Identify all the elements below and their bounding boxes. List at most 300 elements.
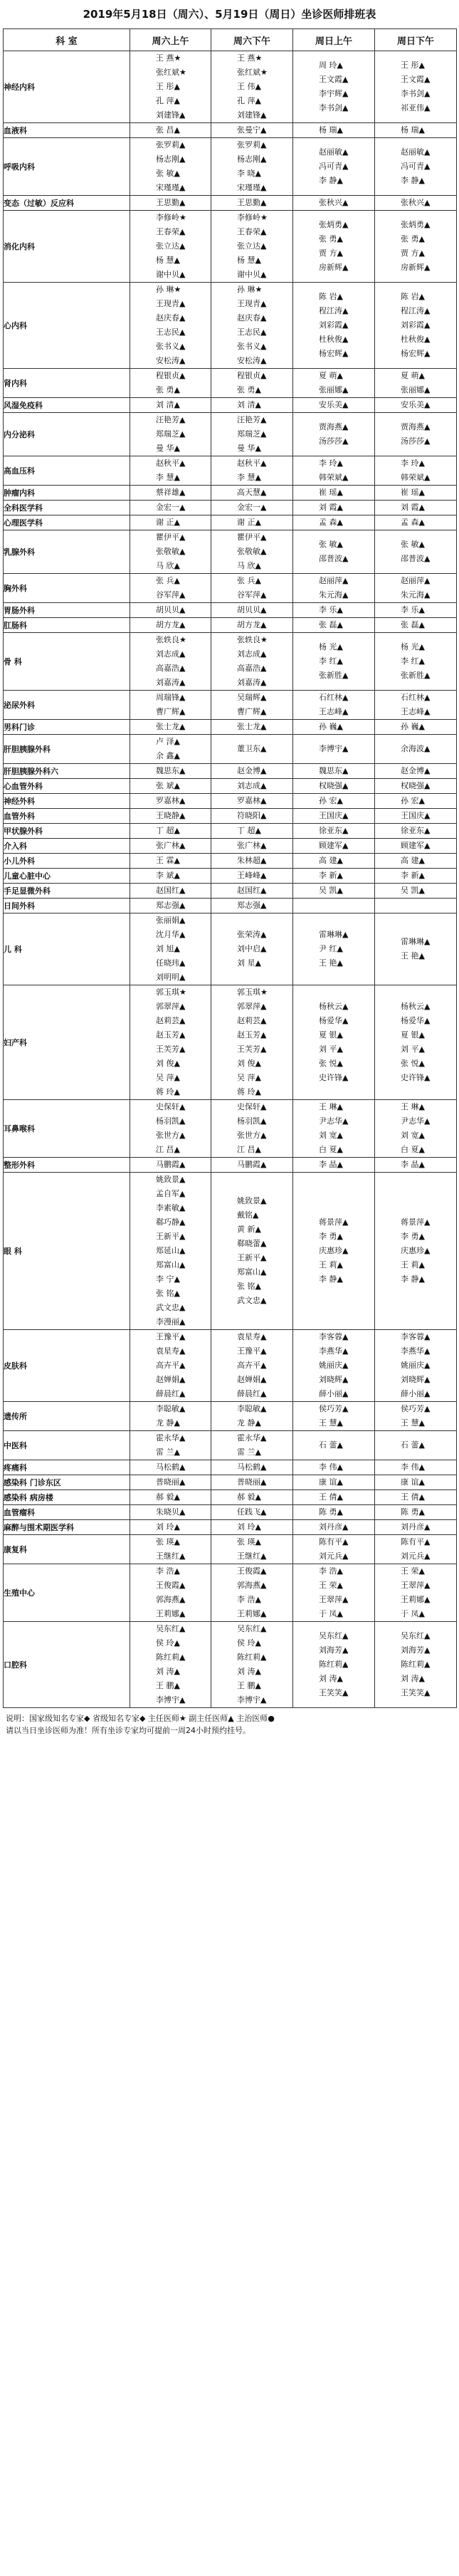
- doctor-entry: 贾 方▲: [401, 248, 425, 258]
- doctor-entry: 张罗莉▲: [156, 140, 186, 150]
- doctor-entry: 杨羽凯▲: [237, 1116, 267, 1126]
- doctor-entry: 魏思东▲: [319, 766, 349, 775]
- sat-am-slot: [130, 486, 211, 501]
- doctor-entry: 张轶良★: [156, 635, 186, 644]
- doctor-entry: 刘 涛▲: [401, 1674, 425, 1683]
- doctor-entry: 张炳勇▲: [319, 220, 349, 229]
- doctor-entry: 程银贞▲: [237, 371, 267, 380]
- doctor-entry: 杨 光▲: [319, 642, 343, 651]
- doctor-entry: 吴东红▲: [156, 1624, 186, 1633]
- doctor-entry: 杨宏辉▲: [319, 349, 349, 358]
- doctor-entry: 刘志成▲: [156, 649, 186, 659]
- sat-am-slot: [130, 1158, 211, 1173]
- doctor-entry: 赵丽萍▲: [319, 576, 349, 585]
- doctor-entry: 王新平▲: [237, 1253, 267, 1262]
- doctor-entry: 李 新▲: [319, 871, 343, 880]
- doctor-entry: 王志民▲: [237, 328, 267, 337]
- department-name: 儿童心脏中心: [4, 869, 130, 884]
- sun-pm-slot: [375, 138, 457, 196]
- doctor-entry: 李修岭★: [237, 213, 268, 222]
- doctor-entry: 刘 平▲: [319, 1044, 343, 1054]
- table-row: [4, 211, 457, 283]
- doctor-entry: 贾海燕▲: [319, 422, 349, 431]
- doctor-entry: 汤莎莎▲: [319, 436, 349, 446]
- sat-pm-slot: [211, 1490, 293, 1505]
- doctor-entry: 张 勇▲: [156, 385, 180, 394]
- doctor-entry: 江 昌▲: [237, 1145, 261, 1154]
- header-sat-am: 周六上午: [130, 29, 211, 51]
- doctor-entry: 张炳勇▲: [401, 220, 431, 229]
- doctor-entry: 刘 俊▲: [156, 1059, 180, 1068]
- doctor-entry: 赵玉芳▲: [156, 1030, 186, 1040]
- doctor-entry: 杜秋俊▲: [401, 335, 431, 344]
- doctor-entry: 刘 旭▲: [156, 944, 180, 953]
- doctor-entry: 权晓强▲: [319, 781, 349, 790]
- doctor-entry: 史许锋▲: [401, 1073, 431, 1082]
- doctor-entry: 石 蕾▲: [401, 1440, 425, 1450]
- sat-pm-slot: [211, 869, 293, 884]
- doctor-entry: 蔡祥雄▲: [156, 488, 186, 497]
- sat-am-slot: [130, 1505, 211, 1520]
- sun-pm-slot: [375, 574, 457, 603]
- doctor-entry: 吴 凯▲: [319, 886, 343, 895]
- department-name: 甲状腺外科: [4, 824, 130, 839]
- table-row: [4, 1505, 457, 1520]
- sat-pm-slot: [211, 839, 293, 854]
- sat-am-slot: [130, 196, 211, 211]
- doctor-entry: 侯 玲▲: [156, 1638, 180, 1648]
- sun-am-slot: [293, 1622, 375, 1708]
- table-row: [4, 824, 457, 839]
- doctor-entry: 尹志华▲: [401, 1116, 431, 1126]
- doctor-entry: 刘嘉涛▲: [156, 678, 186, 687]
- doctor-entry: 刘建锋▲: [156, 110, 186, 120]
- doctor-entry: 王俊霞▲: [237, 1566, 267, 1576]
- doctor-entry: 郑延山▲: [156, 1246, 186, 1255]
- department-name: 肿瘤内科: [4, 486, 130, 501]
- sun-am-slot: [293, 1490, 375, 1505]
- doctor-entry: 王 荣▲: [319, 1581, 343, 1590]
- doctor-entry: 谷军萍▲: [156, 590, 186, 600]
- doctor-entry: 谢 正▲: [237, 518, 261, 527]
- department-name: 血管瘤科: [4, 1505, 130, 1520]
- sat-pm-slot: [211, 501, 293, 515]
- doctor-entry: 高卉平▲: [156, 1361, 186, 1370]
- department-name: 儿 科: [4, 913, 130, 985]
- doctor-entry: 王莉娜▲: [401, 1595, 431, 1604]
- table-row: [4, 413, 457, 456]
- doctor-entry: 王 燕★: [156, 53, 181, 63]
- sun-pm-slot: [375, 196, 457, 211]
- doctor-entry: 罗嘉林▲: [156, 796, 186, 805]
- sat-pm-slot: [211, 123, 293, 138]
- doctor-entry: 瞿伊平▲: [237, 533, 267, 542]
- doctor-entry: 王现青▲: [156, 299, 186, 308]
- department-name: 心血管外科: [4, 779, 130, 794]
- doctor-entry: 王志峰▲: [319, 707, 349, 716]
- doctor-entry: 李客蓉▲: [401, 1332, 431, 1341]
- department-name: 泌尿外科: [4, 691, 130, 720]
- sat-pm-slot: [211, 1330, 293, 1402]
- doctor-entry: 刘 霞▲: [319, 503, 343, 512]
- sun-pm-slot: [375, 633, 457, 691]
- doctor-entry: 张秋兴▲: [401, 198, 431, 207]
- doctor-entry: 郝 毅▲: [237, 1492, 261, 1502]
- department-name: 呼吸内科: [4, 138, 130, 196]
- doctor-entry: 夏 银▲: [319, 1030, 343, 1040]
- doctor-entry: 王 燕★: [237, 53, 263, 63]
- doctor-entry: 杨 光▲: [401, 642, 425, 651]
- doctor-entry: 张 敏▲: [319, 540, 343, 549]
- doctor-entry: 王芙芳▲: [237, 1044, 267, 1054]
- sat-pm-slot: [211, 764, 293, 779]
- table-row: [4, 854, 457, 869]
- doctor-entry: 张 瑛▲: [156, 1537, 180, 1546]
- department-name: 心理医学科: [4, 515, 130, 530]
- doctor-entry: 张丽娟▲: [156, 916, 186, 925]
- doctor-entry: 蒋景萍▲: [319, 1218, 349, 1227]
- sun-am-slot: [293, 456, 375, 486]
- doctor-entry: 魏思东▲: [156, 766, 186, 775]
- sun-pm-slot: [375, 486, 457, 501]
- sun-am-slot: [293, 211, 375, 283]
- sun-am-slot: [293, 899, 375, 913]
- doctor-entry: 杜秋俊▲: [319, 335, 349, 344]
- doctor-entry: 李 静▲: [401, 176, 425, 185]
- sun-pm-slot: [375, 839, 457, 854]
- doctor-entry: 杨志刚▲: [156, 155, 186, 164]
- doctor-entry: 朱晓贝▲: [156, 1507, 186, 1517]
- table-row: [4, 398, 457, 413]
- sun-pm-slot: [375, 1520, 457, 1535]
- doctor-entry: 陈红莉▲: [156, 1653, 186, 1662]
- doctor-entry: 普晓丽▲: [156, 1477, 186, 1487]
- doctor-entry: 马鹏霞▲: [237, 1160, 267, 1169]
- doctor-entry: 胡方龙▲: [156, 620, 186, 629]
- table-row: [4, 691, 457, 720]
- header-sun-pm: 周日下午: [375, 29, 457, 51]
- doctor-entry: 李 伟▲: [401, 1462, 425, 1472]
- doctor-entry: 李 玲▲: [401, 459, 425, 468]
- doctor-entry: 孙 宏▲: [401, 796, 425, 805]
- doctor-entry: 薛小丽▲: [319, 1389, 349, 1398]
- doctor-entry: 刘 平▲: [401, 1044, 425, 1054]
- doctor-entry: 符晓阳▲: [237, 811, 267, 820]
- doctor-entry: 宋瑾瑾▲: [237, 183, 267, 192]
- doctor-entry: 赵莉芸▲: [237, 1016, 267, 1025]
- sat-pm-slot: [211, 794, 293, 809]
- sat-am-slot: [130, 869, 211, 884]
- doctor-entry: 刘丹彦▲: [319, 1522, 349, 1532]
- doctor-entry: 李博宇▲: [319, 744, 349, 753]
- table-row: [4, 574, 457, 603]
- doctor-entry: 王 艳▲: [401, 951, 425, 960]
- department-name: 口腔科: [4, 1622, 130, 1708]
- table-row: [4, 1535, 457, 1564]
- doctor-entry: 李 浩▲: [319, 1566, 343, 1576]
- doctor-entry: 王 艳▲: [319, 958, 343, 968]
- sat-pm-slot: [211, 1460, 293, 1475]
- doctor-entry: 马松鹤▲: [237, 1462, 267, 1472]
- sun-am-slot: [293, 574, 375, 603]
- doctor-entry: 武文忠▲: [237, 1296, 267, 1305]
- doctor-entry: 杨爱华▲: [319, 1016, 349, 1025]
- sat-am-slot: [130, 530, 211, 574]
- sat-pm-slot: [211, 618, 293, 633]
- sat-am-slot: [130, 985, 211, 1100]
- sat-am-slot: [130, 1535, 211, 1564]
- doctor-entry: 冯可青▲: [401, 162, 431, 171]
- doctor-entry: 朱元海▲: [319, 590, 349, 600]
- doctor-entry: 沈月华▲: [156, 930, 186, 939]
- department-name: 日间外科: [4, 899, 130, 913]
- doctor-entry: 马 欣▲: [237, 561, 261, 570]
- sun-am-slot: [293, 1535, 375, 1564]
- doctor-entry: 孙 巍▲: [319, 722, 343, 731]
- sat-pm-slot: [211, 1564, 293, 1622]
- doctor-entry: 丁 超▲: [237, 826, 261, 835]
- doctor-entry: 刘 涛▲: [156, 1667, 180, 1676]
- doctor-entry: 张 敏▲: [156, 169, 180, 178]
- sun-pm-slot: [375, 456, 457, 486]
- doctor-entry: 李 慧▲: [156, 473, 180, 482]
- sat-am-slot: [130, 1520, 211, 1535]
- sat-pm-slot: [211, 413, 293, 456]
- doctor-entry: 庆惠珍▲: [319, 1246, 349, 1255]
- table-row: [4, 138, 457, 196]
- doctor-entry: 赵丽敏▲: [319, 147, 349, 157]
- doctor-entry: 白 夏▲: [401, 1145, 425, 1154]
- sun-am-slot: [293, 1520, 375, 1535]
- table-row: [4, 899, 457, 913]
- doctor-entry: 崔 瑶▲: [401, 488, 425, 497]
- doctor-entry: 王 鹏▲: [237, 1681, 261, 1690]
- doctor-entry: 王国庆▲: [319, 811, 349, 820]
- department-name: 手足显微外科: [4, 884, 130, 899]
- doctor-entry: 王 彤▲: [401, 61, 425, 70]
- header-row: [4, 29, 457, 51]
- doctor-entry: 邵普波▲: [401, 554, 431, 563]
- doctor-entry: 马 欣▲: [156, 561, 180, 570]
- doctor-entry: 余海波▲: [401, 744, 431, 753]
- doctor-entry: 吴 凯▲: [401, 886, 425, 895]
- sat-pm-slot: [211, 1505, 293, 1520]
- sun-pm-slot: [375, 398, 457, 413]
- doctor-entry: 张曼宁▲: [237, 125, 267, 135]
- doctor-entry: 王志峰▲: [401, 707, 431, 716]
- doctor-entry: 程银贞▲: [156, 371, 186, 380]
- doctor-entry: 刘志成▲: [237, 649, 267, 659]
- doctor-entry: 赵婵娟▲: [237, 1375, 267, 1384]
- doctor-entry: 王 琳▲: [319, 1102, 343, 1111]
- doctor-entry: 王思勤▲: [237, 198, 267, 207]
- department-name: 高血压科: [4, 456, 130, 486]
- doctor-entry: 王俊霞▲: [156, 1581, 186, 1590]
- sun-am-slot: [293, 1100, 375, 1158]
- sun-am-slot: [293, 809, 375, 824]
- doctor-entry: 赵国红▲: [156, 886, 186, 895]
- doctor-entry: 卢 泽▲: [156, 737, 180, 746]
- doctor-entry: 张立达▲: [237, 241, 267, 251]
- doctor-entry: 徐亚东▲: [401, 826, 431, 835]
- table-row: [4, 1490, 457, 1505]
- doctor-entry: 刘 霞▲: [401, 503, 425, 512]
- doctor-entry: 王豫平▲: [156, 1332, 186, 1341]
- doctor-entry: 张轶良★: [237, 635, 268, 644]
- doctor-entry: 刘 清▲: [237, 400, 261, 409]
- doctor-entry: 郑富山▲: [237, 1267, 267, 1277]
- doctor-entry: 孙 琳★: [156, 285, 181, 294]
- doctor-entry: 张罗莉▲: [237, 140, 267, 150]
- department-name: 胃肠外科: [4, 603, 130, 618]
- doctor-entry: 陈 勇▲: [401, 1507, 425, 1517]
- doctor-entry: 王 伟▲: [237, 82, 261, 91]
- doctor-entry: 赵秋平▲: [237, 459, 267, 468]
- sun-am-slot: [293, 1431, 375, 1460]
- doctor-entry: 薛小丽▲: [401, 1389, 431, 1398]
- sun-am-slot: [293, 794, 375, 809]
- doctor-entry: 戴铭▲: [237, 1210, 259, 1220]
- doctor-entry: 贾海燕▲: [401, 422, 431, 431]
- doctor-entry: 王豫平▲: [237, 1346, 267, 1356]
- sun-pm-slot: [375, 1490, 457, 1505]
- doctor-entry: 张红斌★: [156, 68, 186, 77]
- doctor-entry: 安乐美▲: [401, 400, 431, 409]
- sat-pm-slot: [211, 398, 293, 413]
- doctor-entry: 龙 静▲: [156, 1418, 180, 1428]
- doctor-entry: 李 斌▲: [156, 871, 180, 880]
- sat-am-slot: [130, 456, 211, 486]
- sun-pm-slot: [375, 603, 457, 618]
- doctor-entry: 王峰峰▲: [237, 871, 267, 880]
- doctor-entry: 庆惠珍▲: [401, 1246, 431, 1255]
- doctor-entry: 刘 宽▲: [401, 1131, 425, 1140]
- doctor-entry: 汪艳芳▲: [156, 415, 186, 424]
- sat-am-slot: [130, 1431, 211, 1460]
- department-name: 肛肠科: [4, 618, 130, 633]
- doctor-entry: 刘 玲▲: [156, 1522, 180, 1532]
- doctor-entry: 李 浩▲: [156, 1566, 180, 1576]
- doctor-entry: 张 悦▲: [319, 1059, 343, 1068]
- footnote-legend: 说明：国家级知名专家◆ 省级知名专家◆ 主任医师★ 副主任医师▲ 主治医师●: [6, 1714, 275, 1723]
- doctor-entry: 宋瑾瑾▲: [156, 183, 186, 192]
- doctor-entry: 王继红▲: [237, 1551, 267, 1561]
- doctor-entry: 吴东红▲: [401, 1631, 431, 1640]
- sat-pm-slot: [211, 1173, 293, 1330]
- sat-am-slot: [130, 735, 211, 764]
- table-row: [4, 1173, 457, 1330]
- doctor-entry: 杨 瑞▲: [401, 125, 425, 135]
- table-row: [4, 456, 457, 486]
- doctor-entry: 赵庆春▲: [156, 313, 186, 323]
- table-row: [4, 1520, 457, 1535]
- doctor-entry: 李 红▲: [401, 656, 425, 666]
- sat-am-slot: [130, 720, 211, 735]
- doctor-entry: 郗巧静▲: [156, 1218, 186, 1227]
- department-name: 耳鼻喉科: [4, 1100, 130, 1158]
- doctor-entry: 孔 萍▲: [237, 96, 261, 105]
- sat-am-slot: [130, 369, 211, 398]
- doctor-entry: 杨 慧▲: [237, 256, 261, 265]
- doctor-entry: 李 乐▲: [401, 605, 425, 614]
- doctor-entry: 赵国红▲: [237, 886, 267, 895]
- doctor-entry: 刘元兵▲: [319, 1551, 349, 1561]
- doctor-entry: 张 昌▲: [156, 125, 180, 135]
- doctor-entry: 李 宁▲: [156, 1274, 180, 1284]
- sat-am-slot: [130, 1173, 211, 1330]
- doctor-entry: 余 鑫▲: [156, 751, 180, 760]
- doctor-entry: 李 勇▲: [401, 1232, 425, 1241]
- doctor-entry: 张 磊▲: [401, 620, 425, 629]
- sun-am-slot: [293, 691, 375, 720]
- sun-pm-slot: [375, 1173, 457, 1330]
- table-row: [4, 869, 457, 884]
- sun-am-slot: [293, 869, 375, 884]
- sat-pm-slot: [211, 720, 293, 735]
- department-name: 整形外科: [4, 1158, 130, 1173]
- sun-pm-slot: [375, 1622, 457, 1708]
- doctor-entry: 刘 涛▲: [319, 1674, 343, 1683]
- doctor-entry: 陈有平▲: [401, 1537, 431, 1546]
- sat-am-slot: [130, 618, 211, 633]
- sun-pm-slot: [375, 691, 457, 720]
- doctor-entry: 谢 正▲: [156, 518, 180, 527]
- doctor-entry: 张 瑛▲: [237, 1537, 261, 1546]
- department-name: 皮肤科: [4, 1330, 130, 1402]
- doctor-entry: 刘嘉涛▲: [237, 678, 267, 687]
- sun-pm-slot: [375, 809, 457, 824]
- doctor-entry: 赵玉芳▲: [237, 1030, 267, 1040]
- doctor-entry: 王翠萍▲: [401, 1581, 431, 1590]
- sat-am-slot: [130, 1460, 211, 1475]
- doctor-entry: 刘元兵▲: [401, 1551, 431, 1561]
- doctor-entry: 程江涛▲: [319, 306, 349, 315]
- doctor-entry: 李 伟▲: [319, 1462, 343, 1472]
- table-row: [4, 196, 457, 211]
- sat-pm-slot: [211, 1535, 293, 1564]
- sat-pm-slot: [211, 1622, 293, 1708]
- sun-am-slot: [293, 618, 375, 633]
- doctor-entry: 赵金博▲: [401, 766, 431, 775]
- doctor-entry: 李燕华▲: [401, 1346, 431, 1356]
- doctor-entry: 周 玲▲: [319, 61, 343, 70]
- sat-am-slot: [130, 413, 211, 456]
- doctor-entry: 雷 兰▲: [156, 1447, 180, 1457]
- doctor-entry: 孟自军▲: [156, 1189, 186, 1198]
- table-row: [4, 1330, 457, 1402]
- doctor-entry: 谢中贝▲: [156, 270, 186, 279]
- doctor-entry: 杨志刚▲: [237, 155, 267, 164]
- doctor-entry: 王 倩▲: [319, 1492, 343, 1502]
- doctor-entry: 顾建军▲: [319, 841, 349, 850]
- sun-pm-slot: [375, 913, 457, 985]
- doctor-entry: 刘丹彦▲: [401, 1522, 431, 1532]
- doctor-entry: 张士龙▲: [237, 722, 267, 731]
- sun-pm-slot: [375, 530, 457, 574]
- doctor-entry: 霍永华▲: [237, 1433, 267, 1443]
- sat-am-slot: [130, 899, 211, 913]
- doctor-entry: 尹志华▲: [319, 1116, 349, 1126]
- doctor-entry: 李书剑▲: [319, 103, 349, 112]
- department-name: 心内科: [4, 283, 130, 369]
- sun-am-slot: [293, 1505, 375, 1520]
- doctor-entry: 汤莎莎▲: [401, 436, 431, 446]
- sun-am-slot: [293, 123, 375, 138]
- doctor-entry: 李 晓▲: [237, 169, 261, 178]
- doctor-entry: 王莉娜▲: [237, 1609, 267, 1618]
- doctor-entry: 张丽娜▲: [401, 385, 431, 394]
- doctor-entry: 曹广辉▲: [156, 707, 186, 716]
